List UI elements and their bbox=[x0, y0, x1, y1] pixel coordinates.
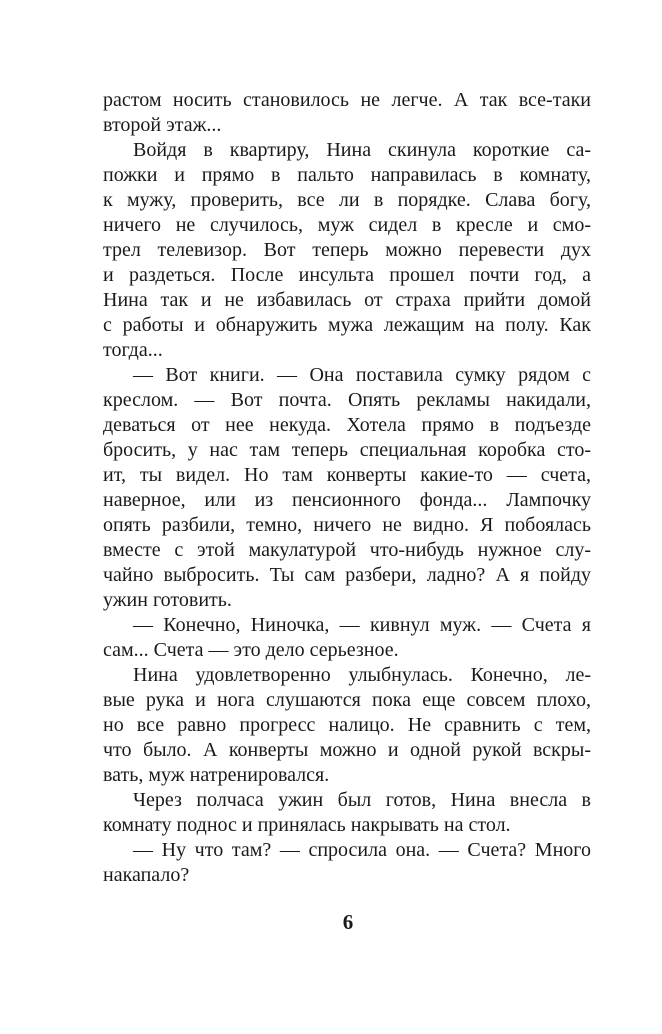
paragraph bbox=[103, 663, 591, 788]
text-line: и раздеться. После инсульта прошел почти год, а bbox=[103, 264, 591, 286]
text-line: растом носить становилось не легче. А так все-таки bbox=[103, 89, 591, 111]
text-line: наверное, или из пенсионного фонда... Лампочку bbox=[103, 489, 591, 511]
text-line: второй этаж... bbox=[103, 114, 222, 136]
paragraph bbox=[103, 88, 591, 138]
text-line: но все равно прогресс налицо. Не сравнить с тем, bbox=[103, 714, 591, 736]
paragraph bbox=[103, 613, 591, 663]
text-line: вые рука и нога слушаются пока еще совсем плохо, bbox=[103, 689, 591, 711]
text-line: — Конечно, Ниночка, — кивнул муж. — Счета я bbox=[133, 614, 591, 636]
text-line: ужин готовить. bbox=[103, 589, 232, 611]
text-line: пожки и прямо в пальто направилась в комнату, bbox=[103, 164, 591, 186]
text-line: Через полчаса ужин был готов, Нина внесла в bbox=[133, 789, 591, 811]
text-line: креслом. — Вот почта. Опять рекламы накидали, bbox=[103, 389, 591, 411]
text-line: накапало? bbox=[103, 864, 190, 886]
text-line: Нина удовлетворенно улыбнулась. Конечно, ле- bbox=[133, 664, 591, 686]
text-line: Нина так и не избавилась от страха прийти домой bbox=[103, 289, 591, 311]
text-line: бросить, у нас там теперь специальная коробка сто- bbox=[103, 439, 591, 461]
body-text bbox=[103, 88, 591, 888]
text-line: — Ну что там? — спросила она. — Счета? Много bbox=[133, 839, 591, 861]
text-line: Войдя в квартиру, Нина скинула короткие са- bbox=[133, 139, 591, 161]
text-line: с работы и обнаружить мужа лежащим на полу. Как bbox=[103, 314, 591, 336]
text-line: ничего не случилось, муж сидел в кресле и смо- bbox=[103, 214, 591, 236]
text-line: комнату поднос и принялась накрывать на стол. bbox=[103, 814, 511, 836]
paragraph bbox=[103, 838, 591, 888]
text-line: — Вот книги. — Она поставила сумку рядом с bbox=[133, 364, 591, 386]
text-line: вать, муж натренировался. bbox=[103, 764, 330, 786]
text-line: сам... Счета — это дело серьезное. bbox=[103, 639, 399, 661]
text-line: к мужу, проверить, все ли в порядке. Слава богу, bbox=[103, 189, 591, 211]
text-line: вместе с этой макулатурой что-нибудь нужное слу- bbox=[103, 539, 591, 561]
text-line: чайно выбросить. Ты сам разбери, ладно? А я пойду bbox=[103, 564, 591, 586]
paragraph bbox=[103, 138, 591, 363]
page-number: 6 bbox=[342, 910, 354, 934]
text-line: что было. А конверты можно и одной рукой вскры- bbox=[103, 739, 591, 761]
text-line: опять разбили, темно, ничего не видно. Я побоялась bbox=[103, 514, 591, 536]
paragraph bbox=[103, 363, 591, 613]
paragraph bbox=[103, 788, 591, 838]
text-line: деваться от нее некуда. Хотела прямо в подъезде bbox=[103, 414, 591, 436]
text-line: трел телевизор. Вот теперь можно перевести дух bbox=[103, 239, 591, 261]
text-line: тогда... bbox=[103, 339, 163, 361]
text-line: ит, ты видел. Но там конверты какие-то — счета, bbox=[103, 464, 591, 486]
